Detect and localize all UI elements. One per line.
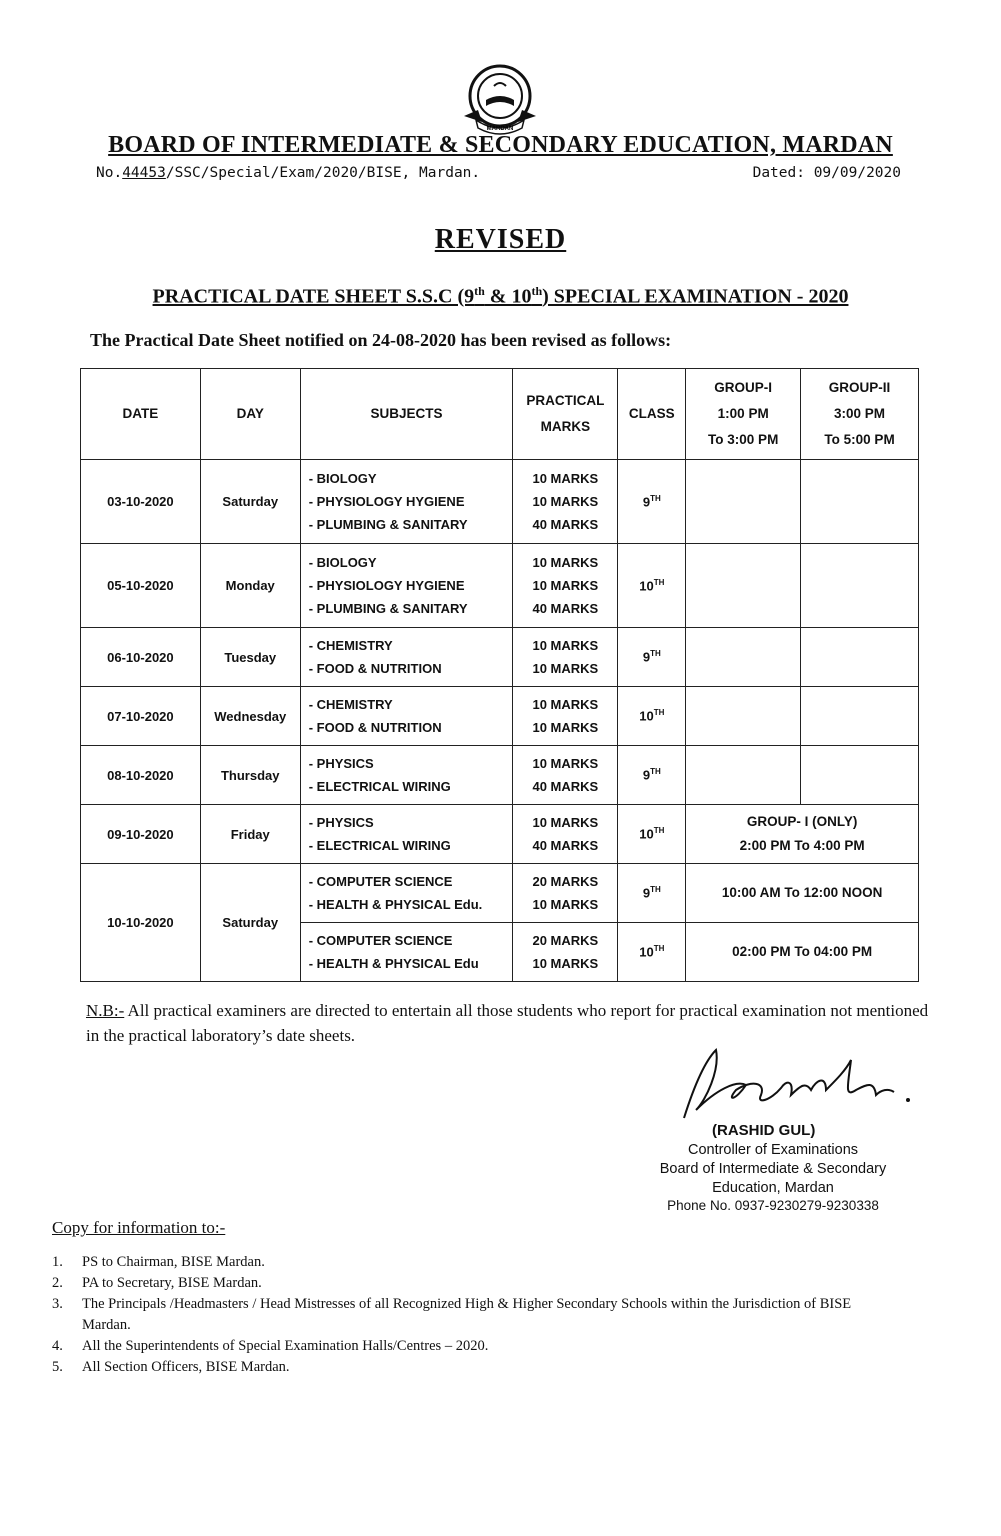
day-cell: Wednesday xyxy=(200,687,300,746)
table-row xyxy=(81,687,919,746)
date-cell: 07-10-2020 xyxy=(81,687,201,746)
date-sheet-table xyxy=(80,368,919,982)
note-paragraph: N.B:- All practical examiners are directed to entertain all those students who report for practical examination not mentioned in the practical laboratory’s date sheets. xyxy=(86,1001,929,1045)
subject-item: - COMPUTER SCIENCE xyxy=(308,933,453,948)
marks-cell xyxy=(513,628,618,687)
subjects-cell xyxy=(300,746,513,805)
marks-cell xyxy=(513,460,618,544)
subject-item: - ELECTRICAL WIRING xyxy=(308,838,451,853)
group-2-cell xyxy=(801,460,919,544)
header-day: DAY xyxy=(200,369,300,460)
subject-item: - PLUMBING & SANITARY xyxy=(308,517,468,532)
day-cell: Tuesday xyxy=(200,628,300,687)
class-cell: 10TH xyxy=(618,805,686,864)
subject-item: - ELECTRICAL WIRING xyxy=(308,779,451,794)
subject-item: - FOOD & NUTRITION xyxy=(308,720,442,735)
table-header-row xyxy=(81,369,919,460)
document-title: REVISED xyxy=(434,224,567,255)
group-1-cell xyxy=(686,746,801,805)
marks-cell xyxy=(513,864,618,923)
marks-item: 10 MARKS xyxy=(532,638,599,653)
list-item: 5. All Section Officers, BISE Mardan. xyxy=(52,1359,290,1375)
group-1-cell xyxy=(686,687,801,746)
marks-item: 10 MARKS xyxy=(532,756,599,771)
marks-cell xyxy=(513,544,618,628)
header-subjects: SUBJECTS xyxy=(300,369,513,460)
signatory-phone: Phone No. 0937-9230279-9230338 xyxy=(667,1198,879,1213)
copy-heading: Copy for information to:- xyxy=(52,1218,226,1237)
marks-item: 10 MARKS xyxy=(532,815,599,830)
document-subtitle: PRACTICAL DATE SHEET S.S.C (9th & 10th) SPECIAL EXAMINATION - 2020 xyxy=(152,284,849,308)
day-cell: Friday xyxy=(200,805,300,864)
marks-item: 40 MARKS xyxy=(532,601,599,616)
group-timing-cell: GROUP- I (ONLY) 2:00 PM To 4:00 PM xyxy=(686,805,919,864)
subjects-cell xyxy=(300,460,513,544)
signatory-location: Education, Mardan xyxy=(712,1180,834,1196)
date-cell: 08-10-2020 xyxy=(81,746,201,805)
marks-item: 10 MARKS xyxy=(532,897,599,912)
group-1-cell xyxy=(686,544,801,628)
table-row xyxy=(81,544,919,628)
signature xyxy=(676,1040,916,1130)
class-cell: 10TH xyxy=(618,544,686,628)
header-class: CLASS xyxy=(618,369,686,460)
header-group-1: GROUP-I 1:00 PM To 3:00 PM xyxy=(686,369,801,460)
group-1-cell xyxy=(686,460,801,544)
day-cell: Thursday xyxy=(200,746,300,805)
subjects-cell xyxy=(300,864,513,923)
date-cell: 05-10-2020 xyxy=(81,544,201,628)
day-cell: Saturday xyxy=(200,460,300,544)
table-row xyxy=(81,864,919,923)
subject-item: - BIOLOGY xyxy=(308,471,377,486)
class-cell: 9TH xyxy=(618,746,686,805)
list-item: 1. PS to Chairman, BISE Mardan. xyxy=(52,1254,265,1270)
class-cell: 10TH xyxy=(618,687,686,746)
subjects-cell xyxy=(300,923,513,982)
reference-number: No.44453/SSC/Special/Exam/2020/BISE, Mardan. xyxy=(96,165,481,181)
marks-cell xyxy=(513,687,618,746)
subject-item: - PHYSIOLOGY HYGIENE xyxy=(308,578,465,593)
subject-item: - COMPUTER SCIENCE xyxy=(308,874,453,889)
subject-item: - CHEMISTRY xyxy=(308,697,393,712)
board-logo xyxy=(458,56,542,140)
subject-item: - BIOLOGY xyxy=(308,555,377,570)
subject-item: - PHYSIOLOGY HYGIENE xyxy=(308,494,465,509)
list-item: 3. The Principals /Headmasters / Head Mistresses of all Recognized High & Higher Secondary Schools within the Jurisdiction of BISE Mardan. xyxy=(52,1296,852,1333)
group-2-cell xyxy=(801,687,919,746)
subject-item: - HEALTH & PHYSICAL Edu xyxy=(308,956,479,971)
marks-item: 10 MARKS xyxy=(532,494,599,509)
marks-item: 40 MARKS xyxy=(532,517,599,532)
day-cell: Monday xyxy=(200,544,300,628)
marks-item: 10 MARKS xyxy=(532,578,599,593)
class-cell: 10TH xyxy=(618,923,686,982)
marks-item: 20 MARKS xyxy=(532,933,599,948)
table-row xyxy=(81,805,919,864)
signatory-board: Board of Intermediate & Secondary xyxy=(659,1161,887,1177)
subjects-cell xyxy=(300,628,513,687)
subject-item: - FOOD & NUTRITION xyxy=(308,661,442,676)
svg-text:MARDAN: MARDAN xyxy=(486,126,514,132)
date-cell: 06-10-2020 xyxy=(81,628,201,687)
subject-item: - PLUMBING & SANITARY xyxy=(308,601,468,616)
signatory-title: Controller of Examinations xyxy=(687,1142,859,1158)
list-item: 4. All the Superintendents of Special Examination Halls/Centres – 2020. xyxy=(52,1338,489,1354)
marks-item: 10 MARKS xyxy=(532,697,599,712)
group-2-cell xyxy=(801,628,919,687)
date-cell: 09-10-2020 xyxy=(81,805,201,864)
group-2-cell xyxy=(801,746,919,805)
subject-item: - PHYSICS xyxy=(308,815,374,830)
marks-item: 10 MARKS xyxy=(532,555,599,570)
group-timing-cell: 10:00 AM To 12:00 NOON xyxy=(686,864,919,923)
marks-item: 10 MARKS xyxy=(532,720,599,735)
marks-item: 40 MARKS xyxy=(532,838,599,853)
date-issued: Dated: 09/09/2020 xyxy=(752,165,901,181)
intro-text: The Practical Date Sheet notified on 24-08-2020 has been revised as follows: xyxy=(90,330,672,350)
header-group-2: GROUP-II 3:00 PM To 5:00 PM xyxy=(801,369,919,460)
group-2-cell xyxy=(801,544,919,628)
group-1-cell xyxy=(686,628,801,687)
marks-item: 10 MARKS xyxy=(532,471,599,486)
class-cell: 9TH xyxy=(618,628,686,687)
table-row xyxy=(81,746,919,805)
marks-item: 10 MARKS xyxy=(532,661,599,676)
class-cell: 9TH xyxy=(618,864,686,923)
header-marks: PRACTICAL MARKS xyxy=(513,369,618,460)
marks-item: 10 MARKS xyxy=(532,956,599,971)
marks-cell xyxy=(513,805,618,864)
subject-item: - CHEMISTRY xyxy=(308,638,393,653)
signatory-name: (RASHID GUL) xyxy=(712,1122,816,1139)
table-row xyxy=(81,628,919,687)
subject-item: - PHYSICS xyxy=(308,756,374,771)
marks-item: 40 MARKS xyxy=(532,779,599,794)
marks-item: 20 MARKS xyxy=(532,874,599,889)
date-cell: 03-10-2020 xyxy=(81,460,201,544)
day-cell: Saturday xyxy=(200,864,300,982)
date-cell: 10-10-2020 xyxy=(81,864,201,982)
group-timing-cell: 02:00 PM To 04:00 PM xyxy=(686,923,919,982)
subject-item: - HEALTH & PHYSICAL Edu. xyxy=(308,897,483,912)
class-cell: 9TH xyxy=(618,460,686,544)
marks-cell xyxy=(513,923,618,982)
subjects-cell xyxy=(300,687,513,746)
list-item: 2. PA to Secretary, BISE Mardan. xyxy=(52,1275,262,1291)
board-name: BOARD OF INTERMEDIATE & SECONDARY EDUCATION, MARDAN xyxy=(108,132,893,158)
copy-list xyxy=(52,1252,872,1378)
subjects-cell xyxy=(300,544,513,628)
subjects-cell xyxy=(300,805,513,864)
header-date: DATE xyxy=(81,369,201,460)
marks-cell xyxy=(513,746,618,805)
table-row xyxy=(81,460,919,544)
